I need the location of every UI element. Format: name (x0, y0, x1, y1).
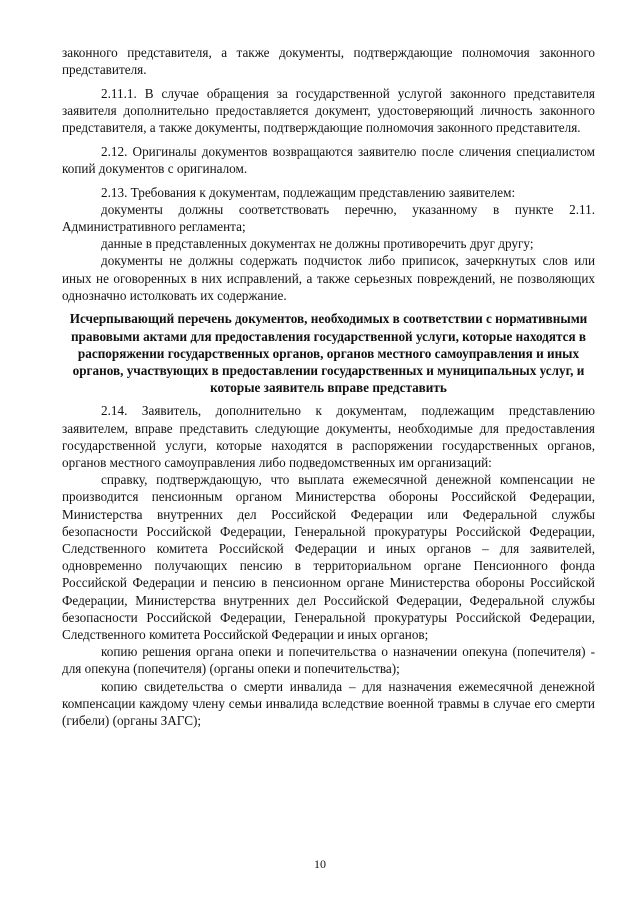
body-paragraph: копию решения органа опеки и попечительства о назначении опекуна (попечителя) - для опекуна (попечителя) (органы опеки и попечительства); (62, 644, 595, 677)
body-paragraph: документы не должны содержать подчисток либо приписок, зачеркнутых слов или иных не оговоренных в них исправлений, а также серьезных повреждений, не позволяющих однозначно истолковать их содержание. (62, 253, 595, 303)
body-paragraph: 2.13. Требования к документам, подлежащим представлению заявителем: (101, 184, 516, 200)
body-paragraph: законного представителя, а также документы, подтверждающие полномочия законного представителя. (62, 45, 595, 78)
body-paragraph: справку, подтверждающую, что выплата ежемесячной денежной компенсации не производится пенсионным органом Министерства обороны Российской Федерации, Министерства внутренних дел Российской Федерации или Федеральной службы безопасности Российской Федерации, Генеральной прокуратуры Российской Федерации, Следственного комитета Российской Федерации и иных органов – для заявителей, одновременно получающих пенсию в территориальном органе Пенсионного фонда Российской Федерации и пенсию в пенсионном органе Министерства обороны Российской Федерации, Министерства внутренних дел Российской Федерации, Федеральной службы безопасности Российской Федерации, Генеральной прокуратуры Российской Федерации, Следственного комитета Российской Федерации и иных органов; (62, 472, 595, 643)
body-paragraph: 2.11.1. В случае обращения за государственной услугой законного представителя заявителя дополнительно предоставляется документ, удостоверяющий личность законного представителя, а также документы, подтверждающие полномочия законного представителя. (62, 85, 595, 136)
document-body (62, 44, 595, 729)
body-paragraph: документы должны соответствовать перечню, указанному в пункте 2.11. Административного регламента; (62, 201, 595, 234)
page-number: 10 (314, 857, 326, 871)
body-paragraph: 2.14. Заявитель, дополнительно к документам, подлежащим представлению заявителем, вправе представить следующие документы, необходимые для предоставления государственной услуги, которые находятся в распоряжении государственных органов, органов местного самоуправления либо подведомственных им организаций: (62, 403, 595, 471)
body-paragraph: данные в представленных документах не должны противоречить друг другу; (101, 236, 534, 252)
body-paragraph: копию свидетельства о смерти инвалида – для назначения ежемесячной денежной компенсации каждому члену семьи инвалида вследствие военной травмы в случае его смерти (гибели) (органы ЗАГС); (62, 678, 595, 729)
section-heading: Исчерпывающий перечень документов, необходимых в соответствии с нормативными правовыми актами для предоставления государственной услуги, которые находятся в распоряжении государственных органов, органов местного самоуправления и иных органов, участвующих в предоставлении государственных и муниципальных услуг, и которые заявитель вправе представить (69, 311, 588, 396)
body-paragraph: 2.12. Оригиналы документов возвращаются заявителю после сличения специалистом копий документов с оригиналом. (62, 143, 595, 176)
